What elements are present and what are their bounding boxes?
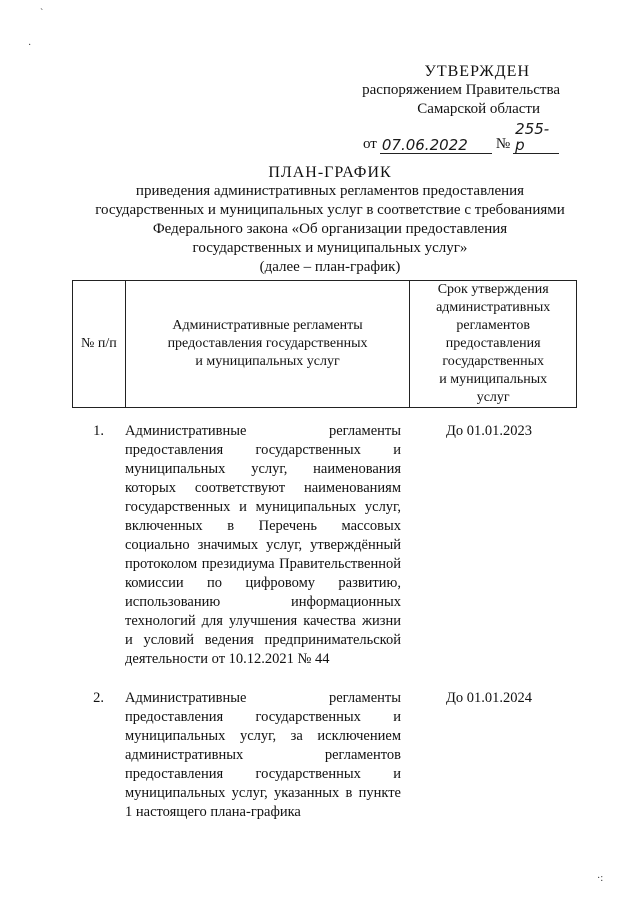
plan-rows <box>72 422 577 842</box>
approval-line-2: Самарской области <box>417 101 540 117</box>
title-line-4: государственных и муниципальных услуг» <box>192 240 468 256</box>
header-deadline-line: предоставления <box>445 336 541 351</box>
row-deadline: До 01.01.2023 <box>445 423 533 439</box>
approval-date: 07.06.2022 <box>380 137 492 154</box>
scan-speck: ˋ <box>40 8 44 19</box>
date-prefix: от <box>363 136 377 152</box>
header-deadline-line: административных <box>436 300 551 315</box>
row-text: Административные регламенты предоставления государственных и муниципальных услуг, наименования которых соответствуют наименованиям государственных и муниципальных услуг, включенных в Перечень массовых социально значимых услуг, утверждённый протоколом президиума Правительственной комиссии по цифровому развитию, использованию информационных технологий для улучшения качества жизни и условий ведения предпринимательской деятельности от 10.12.2021 № 44 <box>125 423 401 667</box>
header-deadline-line: регламентов <box>456 318 530 333</box>
approval-date-line <box>340 121 590 154</box>
plan-table-header <box>72 280 577 408</box>
plan-row <box>72 689 577 822</box>
title-line-5: (далее – план-график) <box>259 259 401 275</box>
approval-number: 255-р <box>513 121 559 154</box>
document-title-block <box>60 163 600 277</box>
row-number: 1. <box>93 423 104 439</box>
header-regulations-line: и муниципальных услуг <box>195 354 340 369</box>
approval-line-1: распоряжением Правительства <box>362 82 560 98</box>
header-deadline-line: Срок утверждения <box>437 282 549 297</box>
number-prefix: № <box>495 136 511 152</box>
header-regulations <box>125 281 410 408</box>
header-number: № п/п <box>73 281 126 408</box>
header-regulations-line: предоставления государственных <box>167 336 368 351</box>
approval-stamp <box>340 62 590 154</box>
plan-row <box>72 422 577 669</box>
scan-speck: ·: <box>597 873 604 884</box>
header-regulations-line: Административные регламенты <box>172 318 363 333</box>
row-text: Административные регламенты предоставления государственных и муниципальных услуг, за исключением административных регламентов предоставления государственных и муниципальных услуг, указанных в пункте 1 настоящего плана-графика <box>125 690 401 820</box>
title-line-3: Федерального закона «Об организации предоставления <box>152 221 508 237</box>
title-line-2: государственных и муниципальных услуг в соответствие с требованиями <box>95 202 565 218</box>
document-title: ПЛАН-ГРАФИК <box>268 164 392 181</box>
row-deadline: До 01.01.2024 <box>445 690 533 706</box>
title-line-1: приведения административных регламентов предоставления <box>135 183 525 199</box>
header-deadline-line: услуг <box>476 390 510 405</box>
approval-heading: УТВЕРЖДЕН <box>424 63 530 80</box>
header-deadline <box>410 281 577 408</box>
row-number: 2. <box>93 690 104 706</box>
scan-speck: · <box>28 40 32 51</box>
header-deadline-line: и муниципальных <box>439 372 548 387</box>
header-deadline-line: государственных <box>442 354 545 369</box>
